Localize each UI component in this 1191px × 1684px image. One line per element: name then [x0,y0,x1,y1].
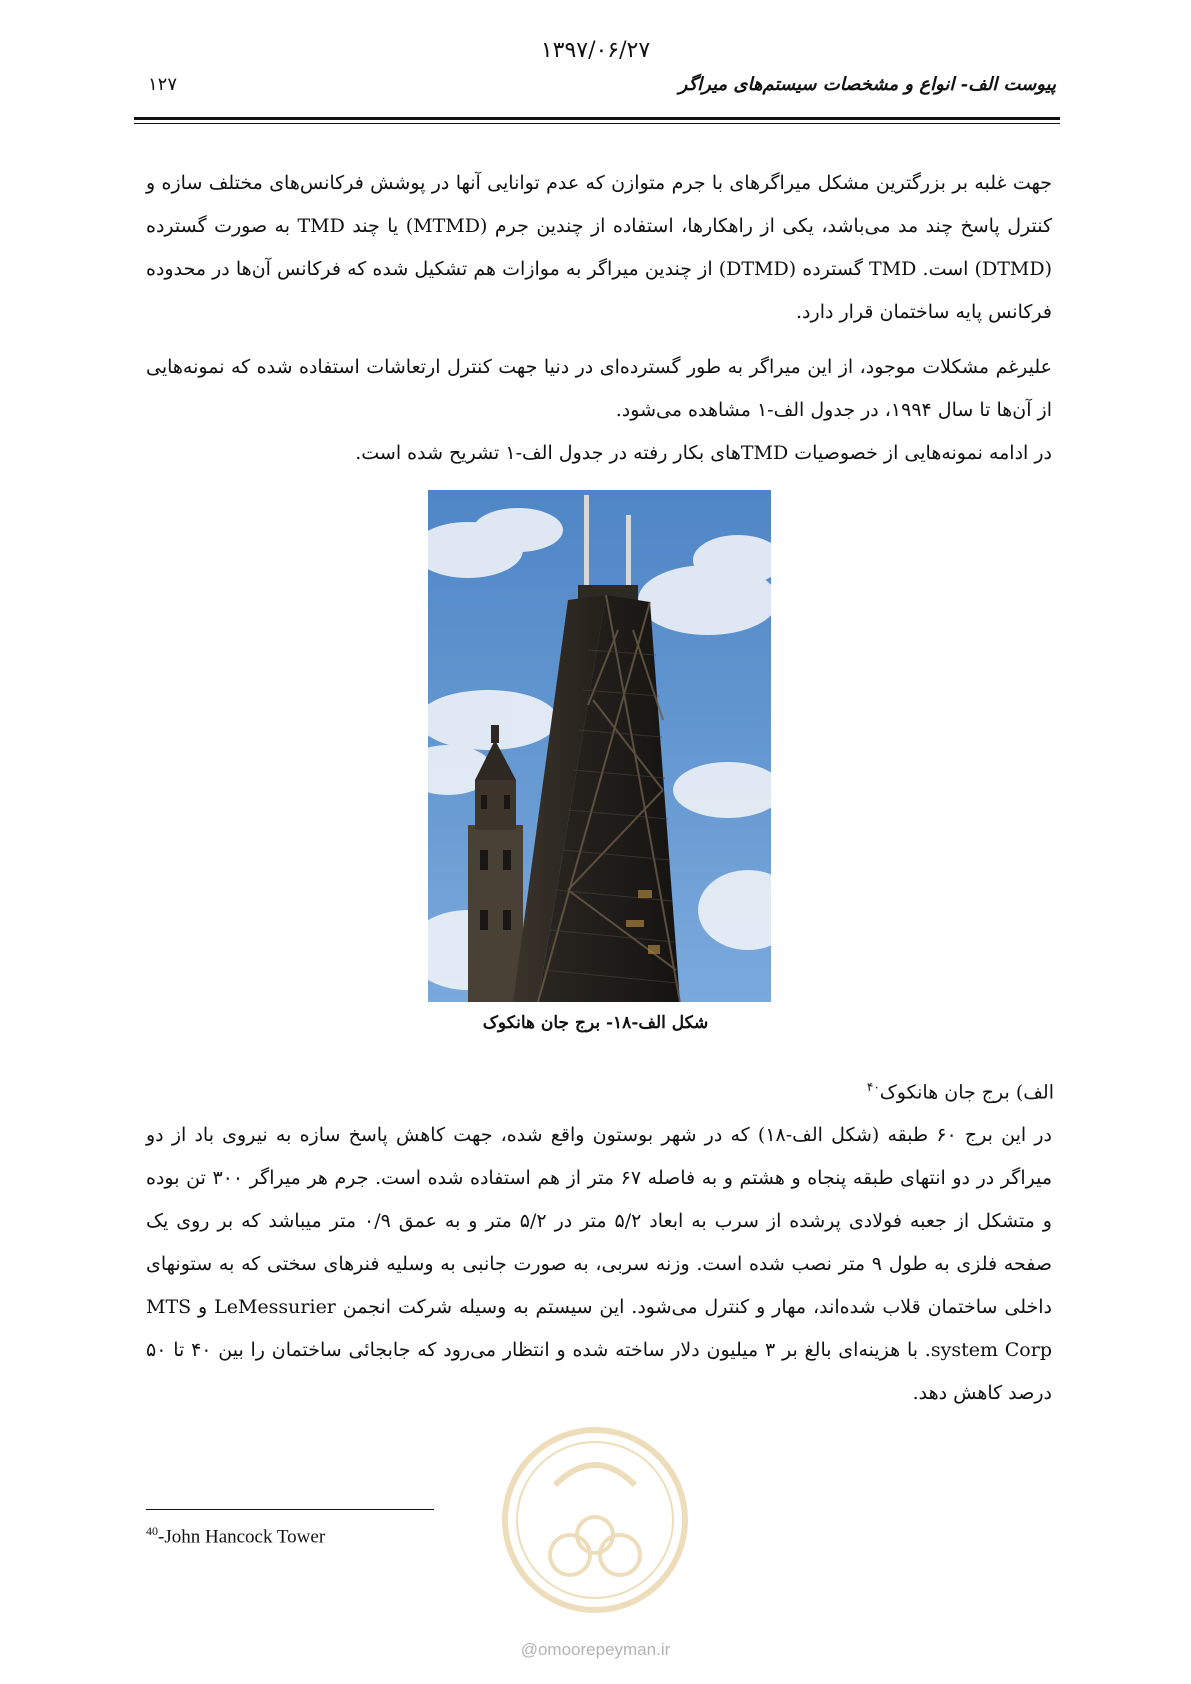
header-rule-thin [134,123,1060,124]
footnote [146,1524,325,1548]
watermark-logo [500,1425,690,1615]
footnote-number: 40 [146,1524,158,1538]
section-heading [867,1080,1054,1103]
section-heading-text: الف) برج جان هانکوک [879,1081,1054,1104]
hancock-tower-photo [428,490,771,1002]
running-title: پیوست الف- انواع و مشخصات سیستم‌های میراگر [678,74,1056,95]
footnote-rule [146,1509,434,1510]
page-number: ۱۲۷ [148,74,178,95]
watermark-site: @omoorepeyman.ir [520,1640,671,1659]
paragraph-2-text: علیرغم مشکلات موجود، از این میراگر به طور گسترده‌ای در دنیا جهت کنترل ارتعاشات استفاده شده که نمونه‌هایی از آن‌ها تا سال ۱۹۹۴، در جدول الف-۱ مشاهده می‌شود. [146,356,1052,421]
paragraph-1 [146,162,1052,334]
footnote-marker: ۴۰ [866,1080,880,1094]
page-date: ۱۳۹۷/۰۶/۲۷ [540,38,651,63]
footnote-text: -John Hancock Tower [158,1526,326,1548]
header-rule-thick [134,117,1060,120]
paragraph-3-text: در ادامه نمونه‌هایی از خصوصیات TMDهای بکار رفته در جدول الف-۱ تشریح شده است. [355,442,1052,464]
seal-icon [500,1425,690,1615]
figure-caption: شکل الف-۱۸- برج جان هانکوک [482,1013,709,1033]
paragraph-2 [146,346,1052,432]
paragraph-1-text: جهت غلبه بر بزرگترین مشکل میراگرهای با جرم متوازن که عدم توانایی آنها در پوشش فرکانس‌های مختلف سازه و کنترل پاسخ چند مد می‌باشد، یکی از راهکارها، استفاده از چندین جرم (MTMD) یا چند TMD به صورت گسترده (DTMD) است. TMD گسترده (DTMD) از چندین میراگر به موازات هم تشکیل شده که فرکانس آن‌ها در محدوده فرکانس پایه ساختمان قرار دارد. [146,172,1053,323]
paragraph-4-text: در این برج ۶۰ طبقه (شکل الف-۱۸) که در شهر بوستون واقع شده، جهت کاهش پاسخ سازه به نیروی باد از دو میراگر در دو انتهای طبقه پنجاه و هشتم و به فاصله ۶۷ متر از هم استفاده شده است. جرم هر میراگر ۳۰۰ تن بوده و متشکل از جعبه فولادی پرشده از سرب به ابعاد ۵/۲ متر در ۵/۲ متر و به عمق ۰/۹ متر میباشد که بر روی یک صفحه فلزی به طول ۹ متر نصب شده است. وزنه سربی، به صورت جانبی به وسلیه فنرهای سختی که به ستونهای داخلی ساختمان قلاب شده‌اند، مهار و کنترل می‌شود. این سیستم به وسیله شرکت انجمن LeMessurier و MTS system Corp. با هزینه‌ای بالغ بر ۳ میلیون دلار ساخته شده و انتظار می‌رود که جابجائی ساختمان را بین ۴۰ تا ۵۰ درصد کاهش دهد. [146,1124,1052,1404]
paragraph-3 [146,432,1052,475]
tower-photo [428,490,771,1002]
paragraph-4 [146,1114,1052,1415]
